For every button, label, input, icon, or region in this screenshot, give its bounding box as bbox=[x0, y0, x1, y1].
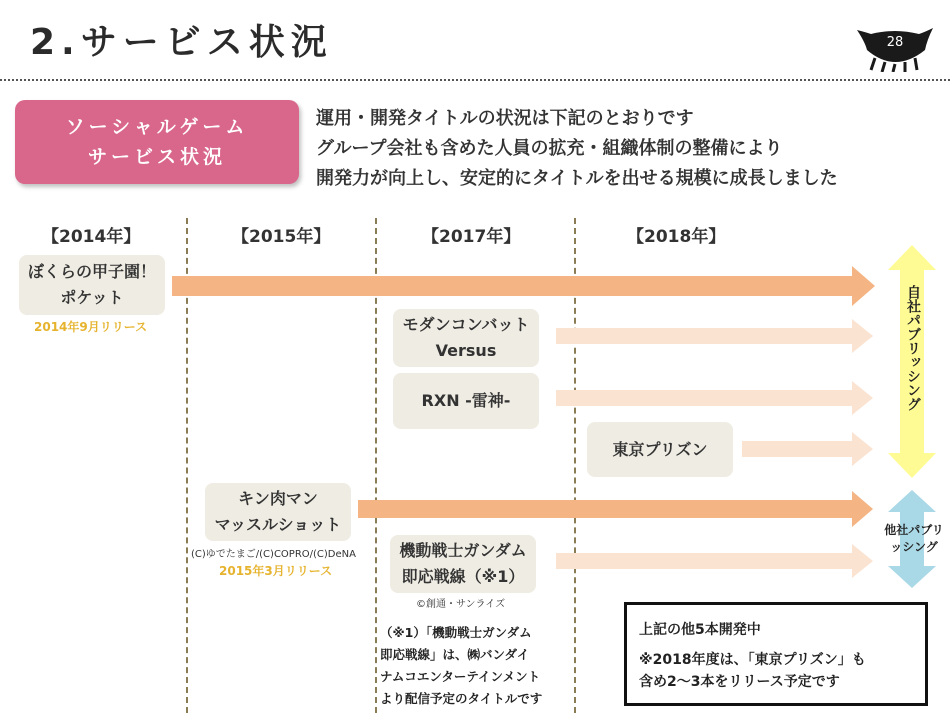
title-gundam-line1: 機動戦士ガンダム bbox=[399, 541, 527, 560]
footnote bbox=[380, 622, 565, 710]
footnote-line: より配信予定のタイトルです bbox=[380, 691, 543, 706]
arrow-gundam bbox=[556, 544, 873, 578]
page-number: 28 bbox=[886, 35, 904, 50]
title-box-rxn bbox=[393, 373, 539, 429]
year-2014: 【2014年】 bbox=[42, 227, 141, 247]
label-self-publishing: 自社パブリッシング bbox=[905, 285, 921, 411]
title-gundam-line2: 即応戦線（※1） bbox=[401, 567, 525, 586]
credit-gundam: ©創通・サンライズ bbox=[416, 599, 506, 610]
category-label-line2: サービス状況 bbox=[87, 146, 226, 168]
intro-line-2: グループ会社も含めた人員の拡充・組織体制の整備により bbox=[316, 138, 783, 159]
title-modern-line2: Versus bbox=[435, 341, 497, 360]
title-koshien-line2: ポケット bbox=[60, 288, 124, 307]
intro-line-3: 開発力が向上し、安定的にタイトルを出せる規模に成長しました bbox=[316, 168, 838, 189]
footnote-line: 即応戦線」は、㈱バンダイ bbox=[380, 647, 530, 662]
summary-line-3: 含め2～3本をリリース予定です bbox=[639, 674, 840, 690]
label-other-publishing-line1: 他社パブリ bbox=[884, 523, 944, 537]
arrow-kinniku bbox=[358, 491, 873, 527]
arrow-tokyo bbox=[742, 432, 873, 466]
arrow-koshien bbox=[172, 266, 875, 306]
summary-line-2: ※2018年度は、「東京プリズン」も bbox=[639, 652, 866, 668]
title-box-modern bbox=[393, 309, 539, 367]
page-title: 2.サービス状況 bbox=[30, 22, 333, 63]
arrow-modern bbox=[556, 319, 873, 353]
title-rxn-line1: RXN -雷神- bbox=[421, 391, 511, 410]
title-modern-line1: モダンコンバット bbox=[402, 315, 530, 334]
label-other-publishing bbox=[874, 522, 950, 556]
summary-line-1: 上記の他5本開発中 bbox=[639, 622, 761, 638]
title-kinniku-line2: マッスルショット bbox=[214, 515, 342, 534]
title-tokyo-line1: 東京プリズン bbox=[612, 439, 708, 459]
title-box-koshien bbox=[19, 255, 165, 315]
release-date-kinniku: 2015年3月リリース bbox=[219, 564, 333, 578]
title-box-gundam bbox=[390, 535, 536, 593]
arrow-rxn bbox=[556, 381, 873, 415]
footnote-line: （※1）「機動戦士ガンダム bbox=[380, 625, 532, 640]
category-label-line1: ソーシャルゲーム bbox=[65, 116, 249, 138]
label-other-publishing-line2: ッシング bbox=[890, 540, 938, 554]
year-2018: 【2018年】 bbox=[627, 227, 726, 247]
credit-kinniku: (C)ゆでたまご/(C)COPRO/(C)DeNA bbox=[191, 549, 356, 560]
year-2017: 【2017年】 bbox=[422, 227, 521, 247]
intro-line-1: 運用・開発タイトルの状況は下記のとおりです bbox=[316, 108, 694, 129]
title-koshien-line1: ぼくらの甲子園！ bbox=[27, 262, 156, 281]
year-2015: 【2015年】 bbox=[232, 227, 331, 247]
summary-box bbox=[624, 602, 928, 706]
title-kinniku-line1: キン肉マン bbox=[238, 489, 318, 508]
release-date-koshien: 2014年9月リリース bbox=[34, 320, 148, 334]
title-box-tokyo bbox=[587, 422, 733, 477]
title-box-kinniku bbox=[205, 483, 351, 541]
footnote-line: ナムコエンターテインメント bbox=[380, 669, 541, 684]
